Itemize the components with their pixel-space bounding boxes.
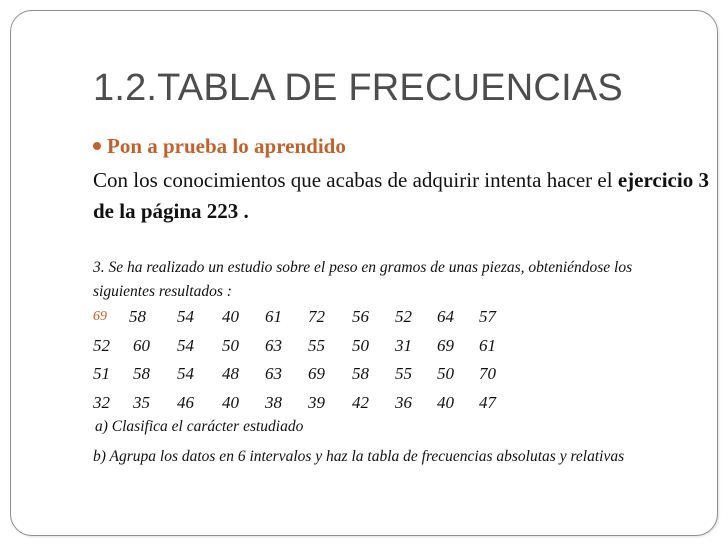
data-cell: 61 <box>479 335 496 355</box>
data-cell: 58 <box>352 364 369 383</box>
data-cell-highlight: 69 <box>93 309 107 324</box>
data-cell: 63 <box>265 335 282 355</box>
question-a: a) Clasifica el carácter estudiado <box>95 418 304 435</box>
data-cell: 32 <box>93 392 110 412</box>
data-cell: 46 <box>177 392 194 412</box>
data-cell: 40 <box>437 392 454 412</box>
data-cell: 58 <box>133 364 150 383</box>
data-cell: 47 <box>479 392 496 412</box>
instruction-text: Con los conocimientos que acabas de adquirir intenta hacer el <box>93 168 618 192</box>
data-row <box>93 364 533 393</box>
data-cell: 52 <box>93 335 110 355</box>
data-cell: 51 <box>93 364 110 383</box>
data-rows <box>93 307 533 421</box>
bullet-item <box>93 134 346 159</box>
data-cell: 48 <box>222 364 239 383</box>
data-cell: 40 <box>222 307 239 326</box>
data-cell: 58 <box>129 307 146 326</box>
exercise-statement: 3. Se ha realizado un estudio sobre el peso en gramos de unas piezas, obteniéndose los siguientes resultados : <box>93 259 633 300</box>
data-cell: 63 <box>265 364 282 383</box>
data-cell: 55 <box>308 335 325 355</box>
data-cell: 36 <box>395 392 412 412</box>
bullet-dot-icon <box>93 142 101 150</box>
data-cell: 38 <box>265 392 282 412</box>
question-b: b) Agrupa los datos en 6 intervalos y haz la tabla de frecuencias absolutas y relativas <box>93 448 625 465</box>
slide-title: 1.2.TABLA DE FRECUENCIAS <box>93 67 623 109</box>
data-cell: 31 <box>395 335 412 355</box>
data-row <box>93 393 533 422</box>
data-cell: 64 <box>437 307 454 326</box>
data-row <box>93 307 533 336</box>
data-cell: 57 <box>479 307 496 326</box>
data-cell: 69 <box>308 364 325 383</box>
data-row <box>93 336 533 365</box>
instruction-paragraph <box>93 165 713 227</box>
data-cell: 54 <box>177 307 194 326</box>
data-cell: 52 <box>395 307 412 326</box>
bullet-text: Pon a prueba lo aprendido <box>107 134 346 158</box>
data-cell: 50 <box>352 335 369 355</box>
data-cell: 39 <box>308 392 325 412</box>
data-cell: 69 <box>437 335 454 355</box>
data-cell: 61 <box>265 307 282 326</box>
data-cell: 54 <box>177 335 194 355</box>
data-cell: 40 <box>222 392 239 412</box>
slide-frame <box>10 10 718 536</box>
data-cell: 72 <box>308 307 325 326</box>
data-cell: 42 <box>352 392 369 412</box>
data-cell: 56 <box>352 307 369 326</box>
data-cell: 55 <box>395 364 412 383</box>
data-cell: 70 <box>479 364 496 383</box>
data-cell: 50 <box>437 364 454 383</box>
instruction-bold: ejercicio 3 de la página 223 . <box>93 168 709 223</box>
data-cell: 54 <box>177 364 194 383</box>
data-cell: 60 <box>133 335 150 355</box>
data-cell: 50 <box>222 335 239 355</box>
data-cell: 35 <box>133 392 150 412</box>
